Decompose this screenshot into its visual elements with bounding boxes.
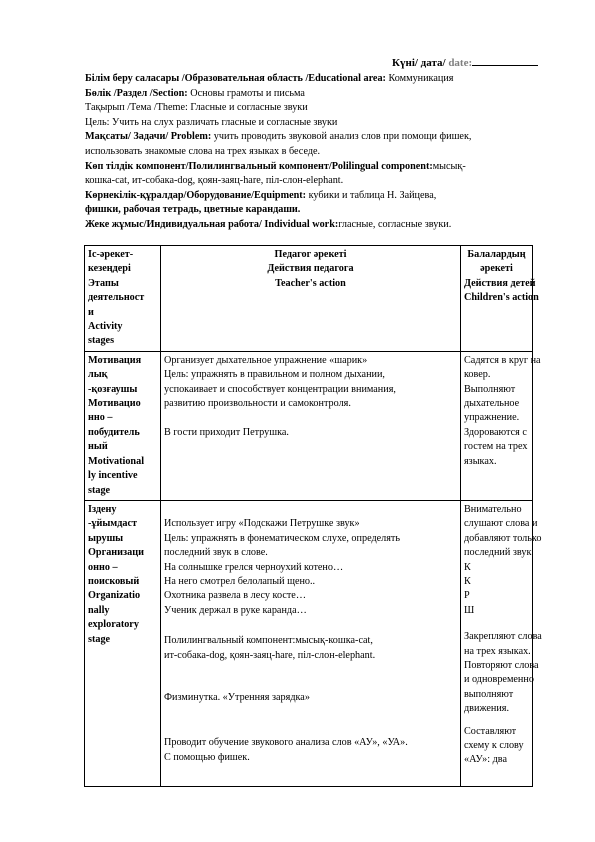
- head-teacher: [164, 248, 457, 291]
- text-line: [164, 411, 457, 425]
- stage-motivation: [88, 354, 157, 498]
- text-line: Организаци: [88, 547, 144, 559]
- date-label: Күні/ дата/: [392, 57, 446, 69]
- header-line-text: кубики и таблица Н. Зайцева,: [306, 189, 437, 201]
- table-row: [85, 351, 533, 500]
- text-line: Садятся в круг на: [464, 354, 541, 366]
- head-children-cell: [461, 246, 539, 352]
- header-line-label: Көрнекілік-құралдар/Оборудование/Equipment:: [85, 189, 307, 201]
- teacher-action-1: [164, 354, 457, 440]
- children-action-scheme: [464, 725, 529, 768]
- text-line: Мотивация: [88, 354, 142, 366]
- header-line: [85, 116, 525, 131]
- text-line: Здороваются с: [464, 426, 527, 438]
- text-line: добавляют только: [464, 532, 542, 544]
- text-line: Действия педагога: [267, 263, 354, 275]
- text-line: и одновременно: [464, 674, 534, 686]
- text-line: Іс-әрекет-: [88, 249, 134, 260]
- header-line-text: мысық-: [432, 160, 466, 172]
- text-line: -қозғаушы: [88, 383, 138, 395]
- text-line: ковер.: [464, 369, 491, 381]
- text-line: әрекеті: [480, 263, 513, 275]
- head-teacher-cell: [161, 246, 461, 352]
- text-line: Children's action: [464, 292, 539, 304]
- text-line: Повторяют слова: [464, 659, 539, 671]
- text-line: на трех языках.: [464, 645, 531, 657]
- text-line: Организует дыхательное упражнение «шарик»: [164, 354, 368, 366]
- text-line: Activity: [88, 321, 123, 333]
- stage-motivation-cell: [85, 351, 161, 500]
- text-line: Мотивацио: [88, 398, 141, 410]
- header-line: [85, 101, 525, 116]
- children-action-repeat: [464, 630, 542, 716]
- header-line-label: Мақсаты/ Задачи/ Problem:: [85, 131, 212, 143]
- text-line: Составляют: [464, 725, 517, 737]
- teacher-action-polylingual: [164, 634, 457, 663]
- header-line-text: учить проводить звуковой анализ слов при помощи фишек,: [211, 131, 472, 143]
- text-line: кезеңдері: [88, 263, 131, 275]
- text-line: движения.: [464, 703, 510, 715]
- text-line: Р: [464, 590, 470, 602]
- text-line: Цель: упражнять в правильном и полном дыхании,: [164, 369, 385, 381]
- text-line: Проводит обучение звукового анализа слов «АУ», «УА».: [164, 737, 408, 749]
- header-line-text: Тақырып /Тема /Theme: Гласные и согласные звуки: [85, 102, 308, 114]
- date-word: date:: [448, 57, 473, 69]
- header-line-label: фишки, рабочая тетрадь, цветные карандаши.: [85, 204, 301, 216]
- header-line-text: Цель: Учить на слух различать гласные и согласные звуки: [85, 116, 338, 128]
- head-stages: [88, 248, 157, 349]
- text-line: К: [464, 561, 471, 573]
- text-line: «АУ»: два: [464, 754, 507, 766]
- lesson-header: [85, 72, 525, 233]
- teacher-action-analysis: [164, 736, 457, 765]
- text-line: Этапы: [88, 277, 119, 289]
- text-line: ит-собака-dog, қоян-заяц-hare, піл-слон-elephant.: [164, 649, 376, 661]
- text-line: Педагог әрекеті: [274, 249, 347, 260]
- text-line: слушают слова и: [464, 518, 538, 530]
- text-line: stage: [88, 633, 111, 645]
- text-line: упражнение.: [464, 412, 520, 424]
- header-line-text: кошка-cat, ит-собака-dog, қоян-заяц-hare, піл-слон-elephant.: [85, 175, 344, 187]
- text-line: лық: [88, 369, 108, 381]
- text-line: Физминутка. «Утренняя зарядка»: [164, 691, 310, 703]
- text-line: языках.: [464, 455, 497, 467]
- text-line: Действия детей: [464, 277, 536, 289]
- header-line: [85, 218, 525, 233]
- header-line: [85, 130, 525, 145]
- text-line: Закрепляют слова: [464, 631, 542, 643]
- header-line-label: Білім беру саласары /Образовательная область /Educational area:: [85, 73, 386, 84]
- text-line: Цель: упражнять в фонематическом слухе, определять: [164, 532, 401, 544]
- teacher-action-exercise: [164, 691, 457, 705]
- text-line: Іздену: [88, 503, 117, 515]
- text-line: На солнышке грелся черноухий котено…: [164, 561, 344, 573]
- header-line-label: Бөлік /Раздел /Section:: [85, 87, 188, 99]
- header-line: [85, 145, 525, 160]
- head-stages-cell: [85, 246, 161, 352]
- children-action-1: [464, 354, 541, 469]
- text-line: -ұйымдаст: [88, 518, 138, 530]
- text-line: exploratory: [88, 619, 139, 631]
- header-line: [85, 87, 525, 102]
- text-line: Motivational: [88, 455, 145, 467]
- header-line-label: Көп тілдік компонент/Полилингвальный компонент/Polilingual component:: [85, 160, 433, 172]
- text-line: последний звук в слове.: [164, 547, 268, 559]
- text-line: поисковый: [88, 575, 140, 587]
- date-line: [392, 56, 538, 69]
- header-line: [85, 203, 525, 218]
- header-line-text: гласные, согласные звуки.: [338, 218, 452, 230]
- text-line: Ученик держал в руке каранда…: [164, 604, 307, 616]
- text-line: Teacher's action: [275, 277, 346, 289]
- text-line: развитию произвольности и самоконтроля.: [164, 398, 351, 410]
- lesson-table: [84, 245, 542, 787]
- text-line: деятельност: [88, 292, 145, 304]
- text-line: stages: [88, 335, 115, 347]
- text-line: Выполняют: [464, 383, 516, 395]
- text-line: nally: [88, 604, 110, 616]
- text-line: Ш: [464, 604, 475, 616]
- text-line: Полилингвальный компонент:мысық-кошка-cat,: [164, 635, 373, 647]
- header-line-label: Жеке жұмыс/Индивидуальная работа/ Individual work:: [85, 218, 339, 230]
- teacher-action-game: [164, 517, 457, 618]
- stage-organization-cell: [85, 500, 161, 786]
- text-line: ырушы: [88, 532, 124, 544]
- text-line: онно –: [88, 561, 118, 573]
- text-line: побудитель: [88, 426, 140, 438]
- teacher-action-cell: [161, 500, 461, 786]
- text-line: С помощью фишек.: [164, 751, 250, 763]
- text-line: Organizatio: [88, 590, 141, 602]
- text-line: К: [464, 575, 471, 587]
- text-line: stage: [88, 484, 111, 496]
- text-line: и: [88, 306, 94, 318]
- text-line: ly incentive: [88, 470, 138, 482]
- text-line: нно –: [88, 412, 113, 424]
- children-action-listen: [464, 503, 542, 618]
- header-line: [85, 160, 525, 175]
- head-children: [464, 248, 539, 306]
- table-header-row: [85, 246, 533, 352]
- text-line: Балалардың: [467, 249, 526, 260]
- header-line: [85, 189, 525, 204]
- header-line: [85, 174, 525, 189]
- text-line: Охотника развела в лесу косте…: [164, 590, 307, 602]
- text-line: ный: [88, 441, 108, 453]
- children-action-cell: [461, 351, 541, 500]
- text-line: В гости приходит Петрушка.: [164, 426, 289, 438]
- text-line: схему к слову: [464, 740, 524, 751]
- text-line: Внимательно: [464, 503, 522, 515]
- text-line: На него смотрел белолапый щено..: [164, 575, 316, 587]
- teacher-action-cell: [161, 351, 461, 500]
- header-line-text: Коммуникация: [385, 73, 454, 84]
- text-line: выполняют: [464, 688, 514, 700]
- text-line: Использует игру «Подскажи Петрушке звук»: [164, 518, 360, 530]
- stage-organization: [88, 503, 157, 647]
- children-action-cell: [461, 500, 542, 786]
- text-line: дыхательное: [464, 398, 520, 410]
- table-row: [85, 500, 533, 786]
- header-line-text: использовать знакомые слова на трех языках в беседе.: [85, 145, 321, 157]
- header-line: [85, 72, 525, 87]
- text-line: успокаивает и способствует концентрации внимания,: [164, 383, 396, 395]
- text-line: последний звук: [464, 547, 532, 559]
- date-blank: [472, 56, 538, 66]
- text-line: гостем на трех: [464, 441, 528, 453]
- header-line-text: Основы грамоты и письма: [187, 87, 305, 99]
